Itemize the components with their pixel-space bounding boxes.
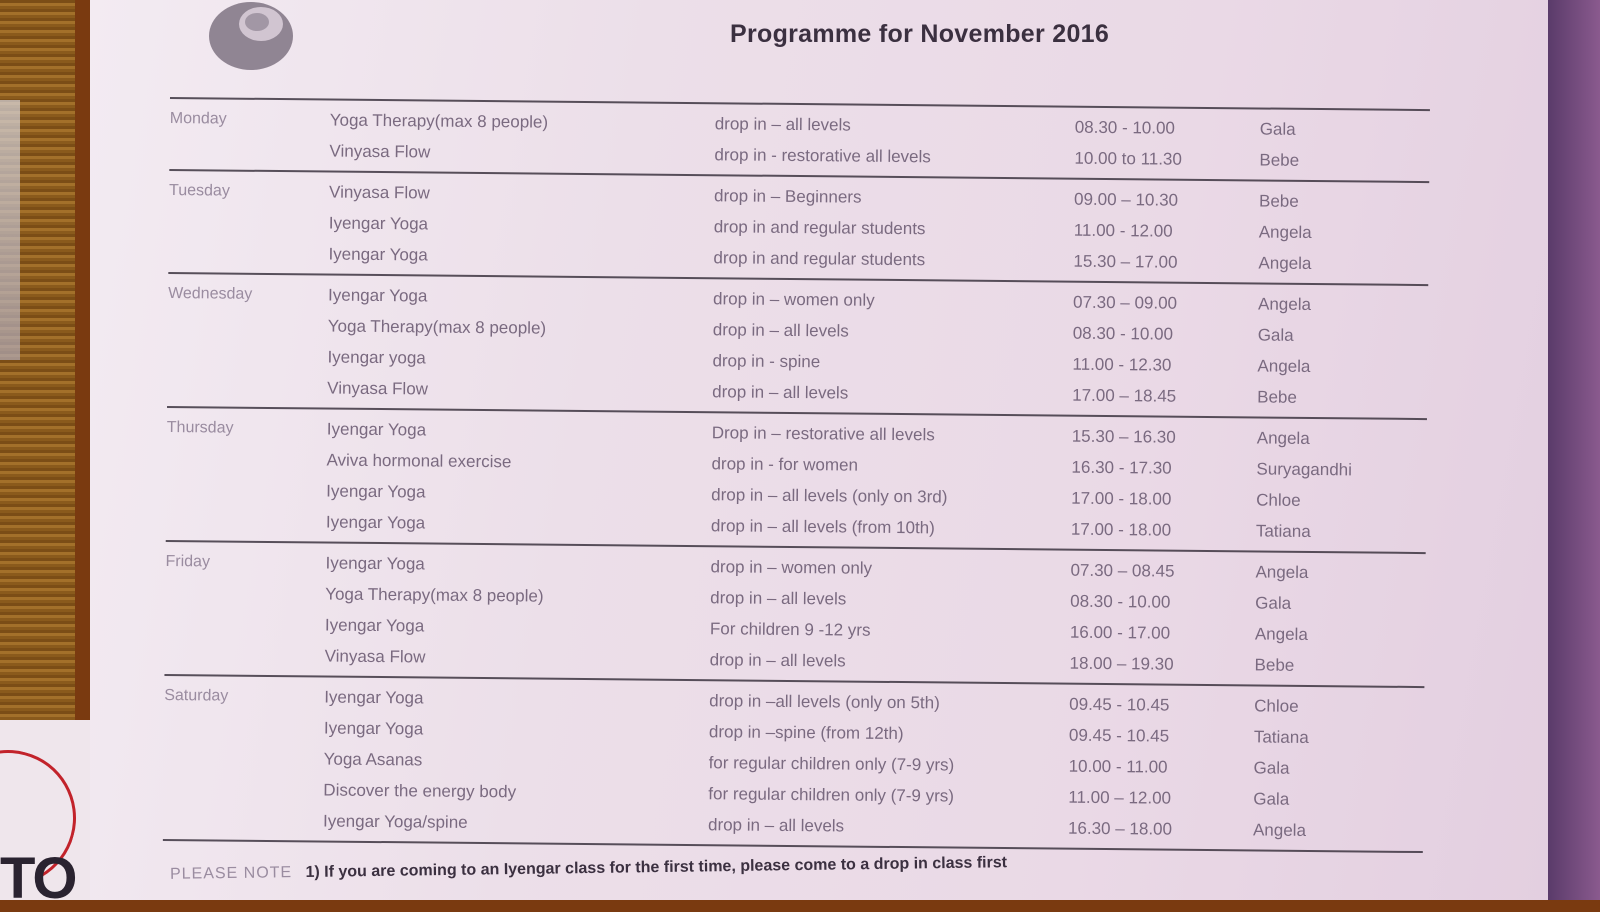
note-text: 1) If you are coming to an Iyengar class for the first time, please come to a drop in class first xyxy=(305,854,1008,881)
teacher-name: Angela xyxy=(1258,221,1312,242)
class-type: drop in – all levels (from 10th) xyxy=(710,515,935,537)
class-time: 17.00 - 18.00 xyxy=(1070,519,1172,540)
class-type: drop in – all levels xyxy=(709,649,846,671)
class-name: Yoga Therapy(max 8 people) xyxy=(327,316,547,338)
class-name: Iyengar Yoga xyxy=(325,512,426,532)
class-type: Drop in – restorative all levels xyxy=(711,422,935,444)
sign-partial-lettering: TO xyxy=(0,846,76,911)
class-time: 16.30 – 18.00 xyxy=(1067,818,1173,839)
studio-logo-icon xyxy=(205,0,297,72)
day-label xyxy=(163,788,323,790)
class-time: 16.00 - 17.00 xyxy=(1069,622,1171,643)
class-name: Yoga Asanas xyxy=(323,749,423,769)
class-name: Iyengar yoga xyxy=(327,347,426,367)
day-label: Friday xyxy=(165,552,211,570)
class-type: drop in – all levels (only on 3rd) xyxy=(711,484,948,506)
teacher-name: Bebe xyxy=(1254,654,1295,675)
class-type: for regular children only (7-9 yrs) xyxy=(708,783,955,806)
teacher-name: Gala xyxy=(1253,757,1290,778)
class-time: 09.45 - 10.45 xyxy=(1068,725,1170,746)
class-time: 08.30 - 10.00 xyxy=(1070,591,1171,612)
class-time: 18.00 – 19.30 xyxy=(1069,653,1174,674)
teacher-name: Chloe xyxy=(1256,489,1301,510)
class-name: Iyengar Yoga xyxy=(326,419,427,439)
class-time: 15.30 – 17.00 xyxy=(1073,251,1178,272)
class-type: drop in - for women xyxy=(711,453,859,475)
class-name: Vinyasa Flow xyxy=(327,378,429,398)
teacher-name: Angela xyxy=(1258,252,1312,273)
class-name: Yoga Therapy(max 8 people) xyxy=(329,110,549,132)
class-time: 15.30 – 16.30 xyxy=(1071,426,1176,447)
teacher-name: Tatiana xyxy=(1255,520,1311,541)
class-name: Vinyasa Flow xyxy=(329,182,430,202)
left-background-wall xyxy=(0,0,75,720)
teacher-name: Bebe xyxy=(1257,386,1297,407)
class-time: 17.00 – 18.45 xyxy=(1072,385,1177,406)
note-label: PLEASE NOTE xyxy=(169,864,293,883)
teacher-name: Tatiana xyxy=(1253,726,1309,747)
day-block-friday xyxy=(164,542,1425,686)
day-block-tuesday xyxy=(168,171,1429,284)
class-type: drop in and regular students xyxy=(713,247,926,269)
day-label xyxy=(166,489,326,491)
class-name: Vinyasa Flow xyxy=(329,141,431,162)
page-title: Programme for November 2016 xyxy=(730,20,1110,48)
class-time: 09.00 – 10.30 xyxy=(1073,189,1179,210)
day-block-thursday xyxy=(166,408,1427,552)
day-block-saturday xyxy=(163,676,1425,851)
day-label xyxy=(165,592,325,594)
teacher-name: Suryagandhi xyxy=(1256,458,1353,479)
class-name: Discover the energy body xyxy=(323,780,517,801)
day-label xyxy=(168,324,328,326)
day-label xyxy=(169,149,329,151)
class-time: 17.00 - 18.00 xyxy=(1071,488,1172,509)
day-label xyxy=(169,252,329,254)
class-type: drop in –all levels (only on 5th) xyxy=(709,690,940,712)
class-time: 07.30 – 08.45 xyxy=(1070,560,1175,581)
teacher-name: Angela xyxy=(1257,293,1312,314)
class-time: 11.00 – 12.00 xyxy=(1068,787,1172,808)
class-time: 08.30 - 10.00 xyxy=(1072,323,1174,344)
day-label: Tuesday xyxy=(169,181,230,200)
class-name: Iyengar Yoga xyxy=(323,718,424,738)
class-type: drop in - spine xyxy=(712,350,821,371)
class-name: Iyengar Yoga xyxy=(326,481,426,501)
class-name: Iyengar Yoga xyxy=(328,285,428,305)
class-type: drop in – all levels xyxy=(714,113,851,135)
day-label: Monday xyxy=(169,109,227,128)
teacher-name: Angela xyxy=(1255,561,1309,582)
class-name: Iyengar Yoga xyxy=(328,244,428,264)
class-time: 10.00 - 11.00 xyxy=(1068,756,1168,777)
class-time: 07.30 – 09.00 xyxy=(1072,292,1178,313)
class-type: drop in –spine (from 12th) xyxy=(708,721,904,743)
background-sign xyxy=(0,720,95,911)
class-type: drop in – women only xyxy=(710,556,873,578)
class-name: Iyengar Yoga xyxy=(328,213,429,233)
teacher-name: Bebe xyxy=(1258,190,1299,211)
class-name: Yoga Therapy(max 8 people) xyxy=(325,584,544,606)
class-type: drop in – Beginners xyxy=(713,185,862,207)
class-time: 09.45 - 10.45 xyxy=(1069,694,1170,715)
teacher-name: Angela xyxy=(1257,355,1311,376)
day-label: Thursday xyxy=(166,418,234,437)
teacher-name: Bebe xyxy=(1259,149,1300,170)
day-block-monday xyxy=(169,99,1430,181)
class-time: 11.00 - 12.30 xyxy=(1072,354,1172,375)
class-name: Aviva hormonal exercise xyxy=(326,450,512,471)
class-name: Iyengar Yoga/spine xyxy=(322,811,468,832)
class-type: for regular children only (7-9 yrs) xyxy=(708,752,955,775)
class-type: drop in – all levels xyxy=(710,587,847,609)
teacher-name: Angela xyxy=(1254,623,1308,644)
day-label xyxy=(164,757,324,759)
teacher-name: Angela xyxy=(1252,819,1307,840)
day-label xyxy=(165,654,325,656)
class-name: Iyengar Yoga xyxy=(325,553,425,573)
class-name: Iyengar Yoga xyxy=(324,687,424,707)
teacher-name: Gala xyxy=(1259,118,1296,139)
day-label xyxy=(167,458,327,460)
day-label xyxy=(169,221,329,223)
class-type: drop in – women only xyxy=(713,288,875,310)
right-background-wall xyxy=(1548,0,1600,900)
day-label xyxy=(168,355,328,357)
class-type: drop in – all levels xyxy=(707,814,845,836)
day-label: Saturday xyxy=(164,686,229,705)
day-label: Wednesday xyxy=(168,284,253,303)
class-time: 11.00 - 12.00 xyxy=(1073,220,1173,241)
class-name: Iyengar Yoga xyxy=(324,615,425,635)
day-block-wednesday xyxy=(167,274,1428,418)
class-time: 10.00 to 11.30 xyxy=(1074,148,1182,169)
class-name: Vinyasa Flow xyxy=(324,646,426,666)
day-label xyxy=(163,819,323,821)
class-type: drop in – all levels xyxy=(712,319,849,341)
class-time: 16.30 - 17.30 xyxy=(1071,457,1172,478)
day-label xyxy=(167,386,327,388)
schedule-table xyxy=(163,97,1430,853)
teacher-name: Chloe xyxy=(1254,695,1299,716)
day-label xyxy=(165,623,325,625)
class-type: drop in – all levels xyxy=(712,381,849,403)
teacher-name: Angela xyxy=(1256,427,1310,448)
class-type: drop in - restorative all levels xyxy=(714,144,931,166)
teacher-name: Gala xyxy=(1253,788,1290,809)
teacher-name: Gala xyxy=(1257,324,1294,345)
day-label xyxy=(164,726,324,728)
day-label xyxy=(166,520,326,522)
teacher-name: Gala xyxy=(1255,592,1292,613)
class-time: 08.30 - 10.00 xyxy=(1074,117,1176,138)
class-type: drop in and regular students xyxy=(713,216,926,238)
class-type: For children 9 -12 yrs xyxy=(709,618,871,640)
